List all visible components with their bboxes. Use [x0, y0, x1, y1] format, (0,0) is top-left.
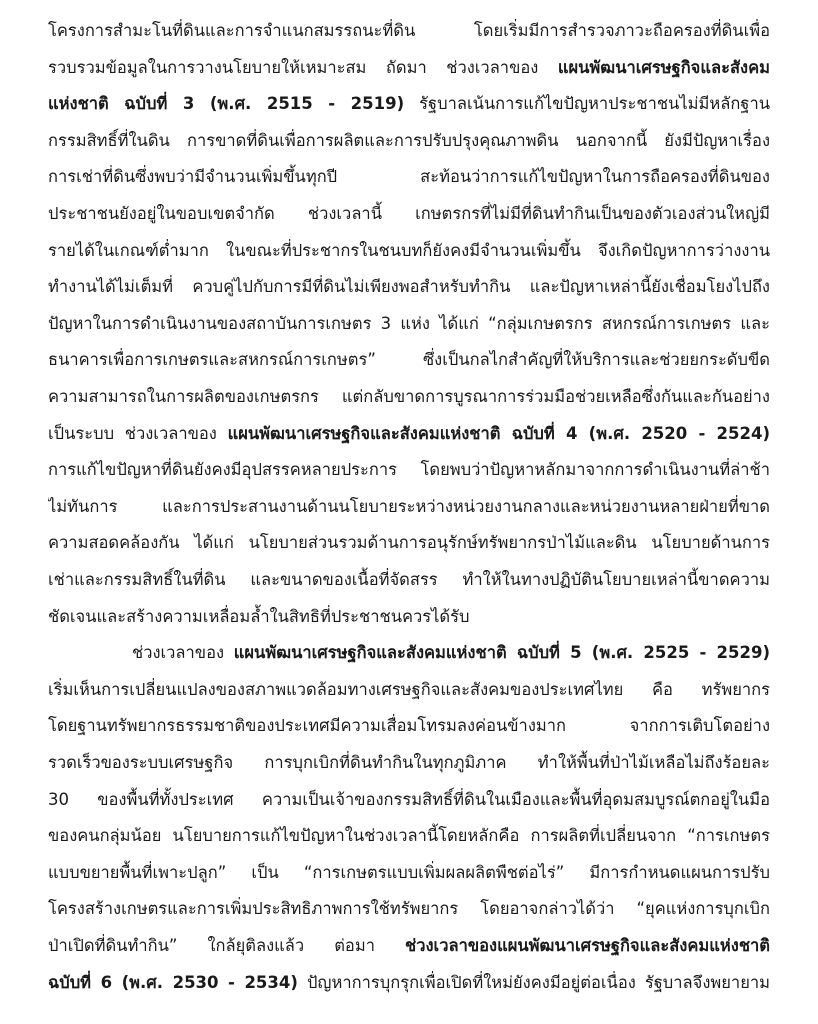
text-line — [48, 380, 770, 413]
text-span: ชัดเจนและสร้างความเหลื่อมล้ำในสิทธิที่ประชาชนควรได้รับ — [48, 606, 470, 626]
text-line — [48, 563, 770, 596]
bold-text: ฉบับที่ 6 (พ.ศ. 2530 - 2534) — [48, 972, 298, 992]
text-span: รัฐบาลเน้นการแก้ไขปัญหาประชาชนไม่มีหลักฐาน — [404, 94, 770, 114]
text-line — [48, 600, 770, 633]
text-span: เริ่มเห็นการเปลี่ยนแปลงของสภาพแวดล้อมทางเศรษฐกิจและสังคมของประเทศไทย คือ ทรัพยากร — [48, 679, 770, 699]
text-line — [48, 307, 770, 340]
text-span: เช่าและกรรมสิทธิ์ในที่ดิน และขนาดของเนื้อที่จัดสรร ทำให้ในทางปฏิบัตินโยบายเหล่านี้ขาดความ — [48, 570, 770, 589]
bold-text: แผนพัฒนาเศรษฐกิจและสังคมแห่งชาติ ฉบับที่ 5 (พ.ศ. 2525 - 2529) — [233, 643, 770, 663]
bold-text: แห่งชาติ ฉบับที่ 3 (พ.ศ. 2515 - 2519) — [48, 94, 405, 114]
text-line — [48, 453, 770, 486]
text-span: รายได้ในเกณฑ์ต่ำมาก ในขณะที่ประชากรในชนบทก็ยังคงมีจำนวนเพิ่มขึ้น จึงเกิดปัญหาการว่างงาน — [48, 240, 770, 260]
text-line — [48, 746, 770, 779]
text-span: ธนาคารเพื่อการเกษตรและสหกรณ์การเกษตร” ซึ่งเป็นกลไกสำคัญที่ให้บริการและช่วยยกระดับขีด — [48, 350, 770, 370]
text-span: 30 ของพื้นที่ทั้งประเทศ ความเป็นเจ้าของกรรมสิทธิ์ที่ดินในเมืองและพื้นที่อุดมสมบูรณ์ตกอยู่ในมือ — [48, 789, 770, 809]
text-span: เป็นระบบ ช่วงเวลาของ — [48, 423, 228, 443]
text-span: การเช่าที่ดินซึ่งพบว่ามีจำนวนเพิ่มขึ้นทุกปี สะท้อนว่าการแก้ไขปัญหาในการถือครองที่ดินของ — [48, 167, 770, 187]
text-span: ความสามารถในการผลิตของเกษตรกร แต่กลับขาดการบูรณาการร่วมมือช่วยเหลือซึ่งกันและกันอย่าง — [48, 387, 770, 406]
text-line — [48, 856, 770, 889]
bold-text: ช่วงเวลาของแผนพัฒนาเศรษฐกิจและสังคมแห่งชาติ — [405, 936, 770, 955]
text-line — [48, 929, 770, 962]
text-span: โครงสร้างเกษตรและการเพิ่มประสิทธิภาพการใช้ทรัพยากร โดยอาจกล่าวได้ว่า “ยุคแห่งการบุกเบิก — [48, 899, 770, 919]
text-line — [48, 160, 770, 193]
text-line — [48, 417, 770, 450]
text-line — [48, 526, 770, 559]
text-line — [48, 343, 770, 376]
text-span: ปัญหาการบุกรุกเพื่อเปิดที่ใหม่ยังคงมีอยู่ต่อเนื่อง รัฐบาลจึงพยายาม — [297, 972, 770, 992]
text-span: ไม่ทันการ และการประสานงานด้านนโยบายระหว่างหน่วยงานกลางและหน่วยงานหลายฝ่ายที่ขาด — [48, 496, 770, 516]
text-span: แบบขยายพื้นที่เพาะปลูก” เป็น “การเกษตรแบบเพิ่มผลผลิตพืชต่อไร่” มีการกำหนดแผนการปรับ — [48, 862, 770, 882]
text-line — [48, 124, 770, 157]
text-line — [48, 783, 770, 816]
text-line — [48, 234, 770, 267]
text-span: ช่วงเวลาของ — [132, 643, 234, 663]
text-span: โครงการสำมะโนที่ดินและการจำแนกสมรรถนะที่ดิน โดยเริ่มมีการสำรวจภาวะถือครองที่ดินเพื่อ — [48, 21, 770, 40]
text-span: รวบรวมข้อมูลในการวางนโยบายให้เหมาะสม ถัดมา ช่วงเวลาของ — [48, 57, 558, 77]
text-span: ของคนกลุ่มน้อย นโยบายการแก้ไขปัญหาในช่วงเวลานี้โดยหลักคือ การผลิตที่เปลี่ยนจาก “การเกษตร — [48, 826, 770, 846]
text-span: ความสอดคล้องกัน ได้แก่ นโยบายส่วนรวมด้านการอนุรักษ์ทรัพยากรป่าไม้และดิน นโยบายด้านการ — [48, 533, 770, 553]
text-span: ปัญหาในการดำเนินงานของสถาบันการเกษตร 3 แห่ง ได้แก่ “กลุ่มเกษตรกร สหกรณ์การเกษตร และ — [48, 313, 770, 333]
text-line — [48, 892, 770, 925]
text-span: ทำงานได้ไม่เต็มที่ ควบคู่ไปกับการมีที่ดินไม่เพียงพอสำหรับทำกิน และปัญหาเหล่านี้ยังเชื่อมโยงไปถึง — [48, 277, 770, 297]
text-span: โดยฐานทรัพยากรธรรมชาติของประเทศมีความเสื่อมโทรมลงค่อนข้างมาก จากการเติบโตอย่าง — [48, 716, 770, 736]
text-span: ป่าเปิดที่ดินทำกิน” ใกล้ยุติลงแล้ว ต่อมา — [48, 936, 406, 955]
text-line — [48, 709, 770, 742]
text-line — [48, 490, 770, 523]
text-span: รวดเร็วของระบบเศรษฐกิจ การบุกเบิกที่ดินทำกินในทุกภูมิภาค ทำให้พื้นที่ป่าไม้เหลือไม่ถึงร้อยละ — [48, 753, 770, 772]
text-line — [132, 636, 770, 669]
bold-text: แผนพัฒนาเศรษฐกิจและสังคม — [557, 57, 770, 77]
text-span: การแก้ไขปัญหาที่ดินยังคงมีอุปสรรคหลายประการ โดยพบว่าปัญหาหลักมาจากการดำเนินงานที่ล่าช้า — [48, 460, 770, 480]
text-line — [48, 87, 770, 120]
text-line — [48, 51, 770, 84]
text-line — [48, 673, 770, 706]
text-span: ประชาชนยังอยู่ในขอบเขตจำกัด ช่วงเวลานี้ เกษตรกรที่ไม่มีที่ดินทำกินเป็นของตัวเองส่วนใหญ่มี — [48, 204, 770, 223]
bold-text: แผนพัฒนาเศรษฐกิจและสังคมแห่งชาติ ฉบับที่ 4 (พ.ศ. 2520 - 2524) — [227, 423, 770, 443]
text-line — [48, 819, 770, 852]
text-line — [48, 14, 770, 47]
text-line — [48, 270, 770, 303]
text-line — [48, 197, 770, 230]
text-span: กรรมสิทธิ์ที่ในดิน การขาดที่ดินเพื่อการผลิตและการปรับปรุงคุณภาพดิน นอกจากนี้ ยังมีปัญหาเรื่อง — [48, 130, 770, 150]
text-line — [48, 966, 770, 999]
